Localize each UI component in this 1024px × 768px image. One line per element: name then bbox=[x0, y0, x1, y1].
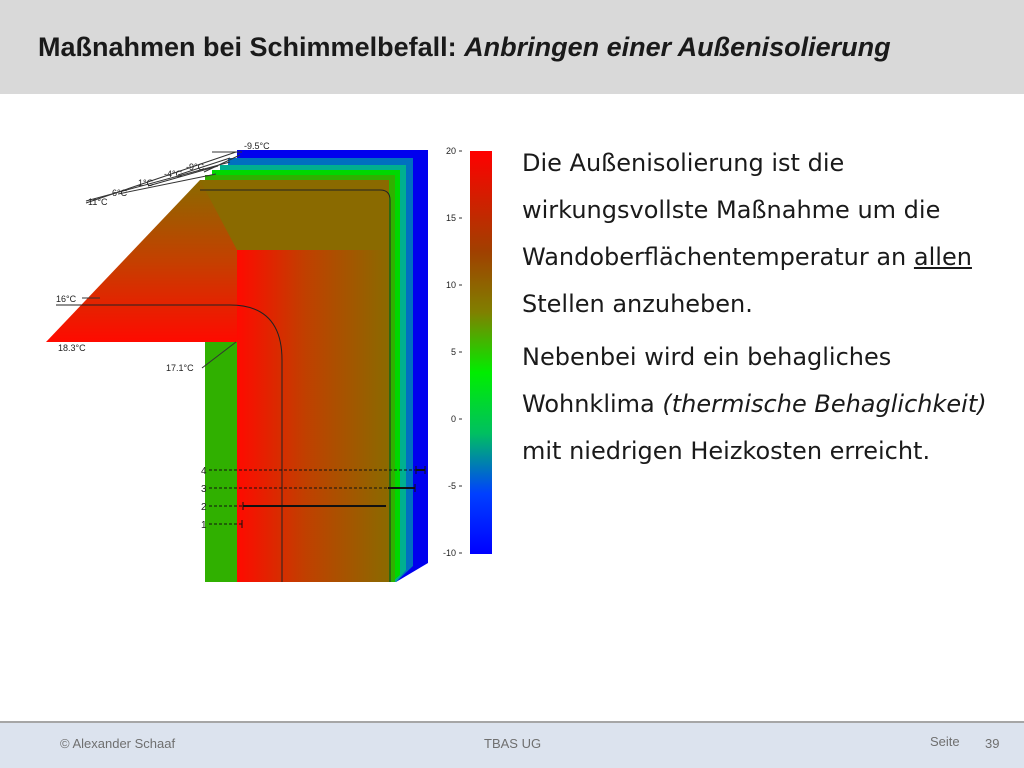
paragraph-1 bbox=[522, 140, 1002, 328]
section-marker: 1 bbox=[201, 520, 207, 531]
isotherm-label: 16°C bbox=[56, 294, 77, 304]
thermal-bridge-diagram bbox=[0, 120, 500, 610]
slab-body bbox=[46, 180, 237, 342]
p2-text: Nebenbei wird ein behagliches Wohnklima bbox=[522, 343, 892, 418]
section-marker: 2 bbox=[201, 502, 207, 513]
color-bar-tick-label: 10 bbox=[445, 280, 456, 290]
color-bar-tick-label: 20 bbox=[445, 146, 456, 156]
slide-title bbox=[38, 32, 891, 63]
title-prefix: Maßnahmen bei Schimmelbefall: bbox=[38, 32, 457, 62]
p1-underlined: allen bbox=[913, 243, 972, 271]
isotherm-label: 17.1°C bbox=[166, 363, 194, 373]
isotherm-label: -4°C bbox=[164, 169, 183, 179]
color-bar-ticks bbox=[459, 151, 462, 553]
color-bar-tick-label: 5 bbox=[450, 347, 456, 357]
title-italic: Anbringen einer Außenisolierung bbox=[464, 32, 891, 62]
isotherm-label: -9°C bbox=[186, 162, 205, 172]
isotherm-label: -9.5°C bbox=[244, 141, 270, 151]
footer-page-number: 39 bbox=[985, 736, 1000, 751]
temperature-color-bar bbox=[470, 151, 492, 554]
color-bar-tick-label: 0 bbox=[450, 414, 456, 424]
isotherm-label: 6°C bbox=[112, 188, 128, 198]
paragraph-2 bbox=[522, 334, 1002, 475]
p2-italic: (thermische Behaglichkeit) bbox=[662, 390, 987, 418]
color-bar-tick-labels bbox=[443, 146, 456, 558]
isotherm-label: 1°C bbox=[138, 178, 154, 188]
isotherm-label: 11°C bbox=[88, 197, 108, 207]
p1-text-end: Stellen anzuheben. bbox=[522, 290, 753, 318]
slide-body-text bbox=[522, 140, 1002, 481]
p2-text-end: mit niedrigen Heizkosten erreicht. bbox=[522, 437, 931, 465]
p1-text: Die Außenisolierung ist die wirkungsvollste Maßnahme um die Wandoberflächentemperatur an bbox=[522, 149, 941, 271]
section-marker: 3 bbox=[201, 484, 207, 495]
color-bar-tick-label: -5 bbox=[447, 481, 456, 491]
color-bar-tick-label: 15 bbox=[445, 213, 456, 223]
footer-copyright: © Alexander Schaaf bbox=[60, 736, 176, 751]
footer-page-label: Seite bbox=[930, 734, 960, 749]
color-bar-tick-label: -10 bbox=[442, 548, 456, 558]
section-marker: 4 bbox=[201, 466, 207, 477]
footer-company: TBAS UG bbox=[484, 736, 542, 751]
title-bar bbox=[0, 0, 1024, 94]
isotherm-label: 18.3°C bbox=[58, 343, 86, 353]
